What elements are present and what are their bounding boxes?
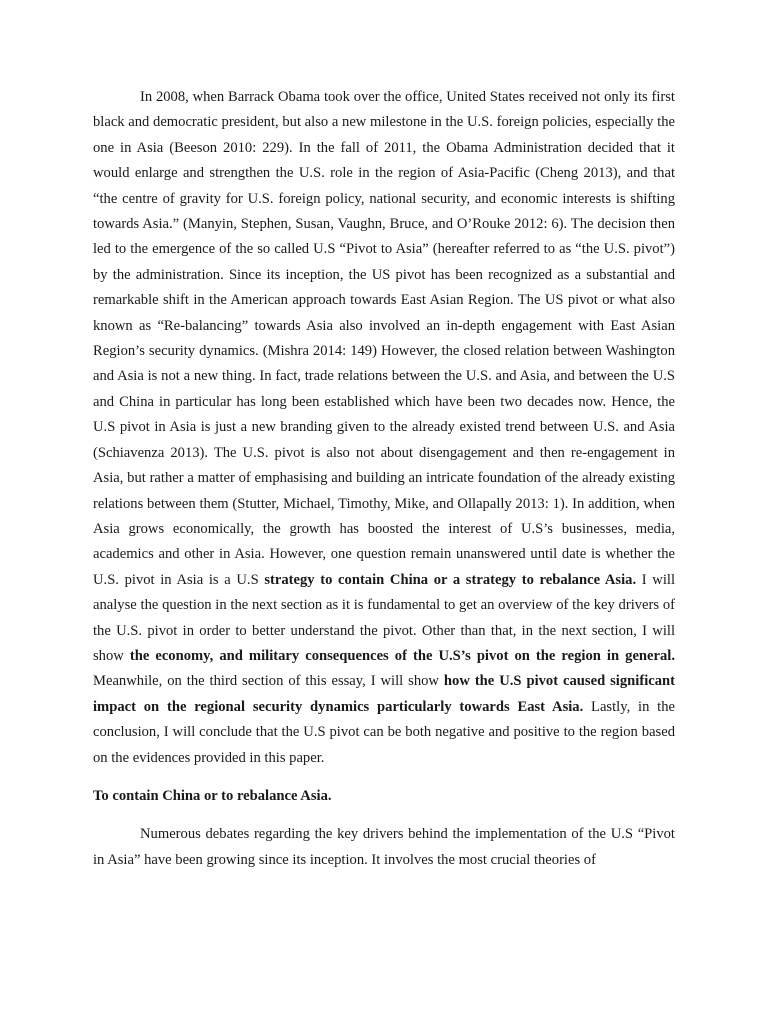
document-page bbox=[93, 85, 675, 873]
intro-bold-2: the economy, and military consequences of the U.S’s pivot on the region in general. bbox=[129, 647, 675, 664]
intro-text-3: Meanwhile, on the third section of this essay, I will show bbox=[93, 673, 444, 690]
intro-bold-1: strategy to contain China or a strategy to rebalance Asia. bbox=[264, 571, 637, 588]
intro-paragraph bbox=[93, 85, 675, 771]
section-heading: To contain China or to rebalance Asia. bbox=[93, 787, 332, 804]
intro-text-1: In 2008, when Barrack Obama took over the office, United States received not only its first black and democratic president, but also a new milestone in the U.S. foreign policies, especially the one in Asia (Beeson 2010: 229). In the fall of 2011, the Obama Administration decided that it would enlarge and strengthen the U.S. role in the region of Asia-Pacific (Cheng 2013), and that “the centre of gravity for U.S. foreign policy, national security, and economic interests is shifting towards Asia.” (Manyin, Stephen, Susan, Vaughn, Bruce, and O’Rouke 2012: 6). The decision then led to the emergence of the so called U.S “Pivot to Asia” (hereafter referred to as “the U.S. pivot”) by the administration. Since its inception, the US pivot has been recognized as a substantial and remarkable shift in the American approach towards East Asian Region. The US pivot or what also known as “Re-balancing” towards Asia also involved an in-depth engagement with East Asian Region’s security dynamics. (Mishra 2014: 149) However, the closed relation between Washington and Asia is not a new thing. In fact, trade relations between the U.S. and Asia, and between the U.S and China in particular has long been established which have been two decades now. Hence, the U.S pivot in Asia is just a new branding given to the already existed trend between U.S. and Asia (Schiavenza 2013). The U.S. pivot is also not about disengagement and then re-engagement in Asia, but rather a matter of emphasising and building an intricate foundation of the already existing relations between them (Stutter, Michael, Timothy, Mike, and Ollapally 2013: 1). In addition, when Asia grows economically, the growth has boosted the interest of U.S’s businesses, media, academics and other in Asia. However, one question remain unanswered until date is whether the U.S. pivot in Asia is a U.S bbox=[93, 89, 675, 588]
section-paragraph: Numerous debates regarding the key drivers behind the implementation of the U.S “Pivot in Asia” have been growing since its inception. It involves the most crucial theories of bbox=[93, 826, 675, 868]
intro-bold-3: how the U.S pivot caused significant impact on the regional security dynamics particularly towards East Asia. bbox=[93, 673, 675, 715]
intro-text-4: Lastly, in the conclusion, I will conclude that the U.S pivot can be both negative and positive to the region based on the evidences provided in this paper. bbox=[93, 698, 675, 766]
intro-text-2: I will analyse the question in the next section as it is fundamental to get an overview of the key drivers of the U.S. pivot in order to better understand the pivot. Other than that, in the next section, I will show bbox=[93, 571, 675, 664]
